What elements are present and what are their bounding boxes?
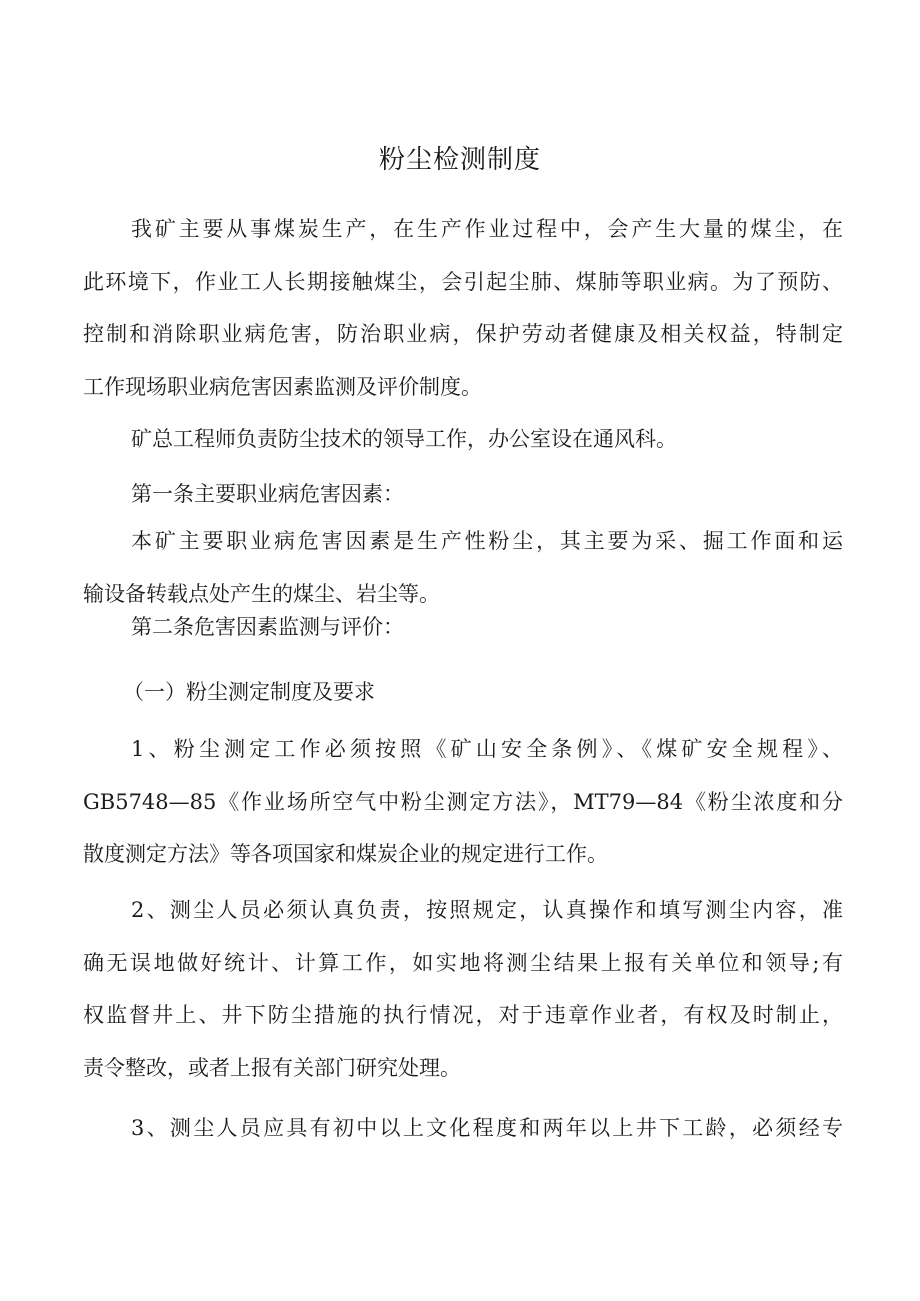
text-line: 工作现场职业病危害因素监测及评价制度。 [83, 374, 482, 399]
text-line: 本矿主要职业病危害因素是生产性粉尘，其主要为采、掘工作面和运 [131, 529, 843, 553]
paragraph-intro [83, 203, 843, 413]
text-line: 2、测尘人员必须认真负责，按照规定，认真操作和填写测尘内容，准 [131, 898, 843, 922]
text-line: GB5748—85《作业场所空气中粉尘测定方法》，MT79—84《粉尘浓度和分 [83, 789, 843, 814]
text-line: 3、测尘人员应具有初中以上文化程度和两年以上井下工龄，必须经专 [131, 1116, 843, 1140]
text-line: 控制和消除职业病危害，防治职业病，保护劳动者健康及相关权益，特制定 [83, 322, 843, 346]
paragraph-item-3 [83, 1102, 843, 1155]
section-heading [83, 666, 843, 719]
text-line: （一）粉尘测定制度及要求 [123, 680, 375, 704]
text-line: 确无误地做好统计、计算工作，如实地将测尘结果上报有关单位和领导;有 [83, 950, 843, 975]
text-line: 第一条主要职业病危害因素： [131, 482, 404, 506]
article-heading [83, 468, 843, 521]
text-line: 输设备转载点处产生的煤尘、岩尘等。 [83, 581, 440, 606]
paragraph-item-1 [83, 723, 843, 881]
text-line: 我矿主要从事煤炭生产，在生产作业过程中，会产生大量的煤尘，在 [131, 217, 843, 241]
text-line: 矿总工程师负责防尘技术的领导工作，办公室设在通风科。 [131, 427, 677, 451]
paragraph-responsibility [83, 413, 843, 466]
document-title: 粉尘检测制度 [378, 145, 541, 175]
text-line: 权监督井上、井下防尘措施的执行情况，对于违章作业者，有权及时制止， [83, 1003, 843, 1027]
paragraph-item-2 [83, 884, 843, 1094]
text-line: 1、粉尘测定工作必须按照《矿山安全条例》、《煤矿安全规程》、 [131, 737, 843, 761]
text-line: 责令整改，或者上报有关部门研究处理。 [83, 1055, 461, 1080]
text-line: 散度测定方法》等各项国家和煤炭企业的规定进行工作。 [83, 842, 608, 866]
text-line: 第二条危害因素监测与评价： [131, 615, 404, 639]
article-heading [83, 601, 843, 654]
text-line: 此环境下，作业工人长期接触煤尘，会引起尘肺、煤肺等职业病。为了预防、 [83, 269, 843, 294]
